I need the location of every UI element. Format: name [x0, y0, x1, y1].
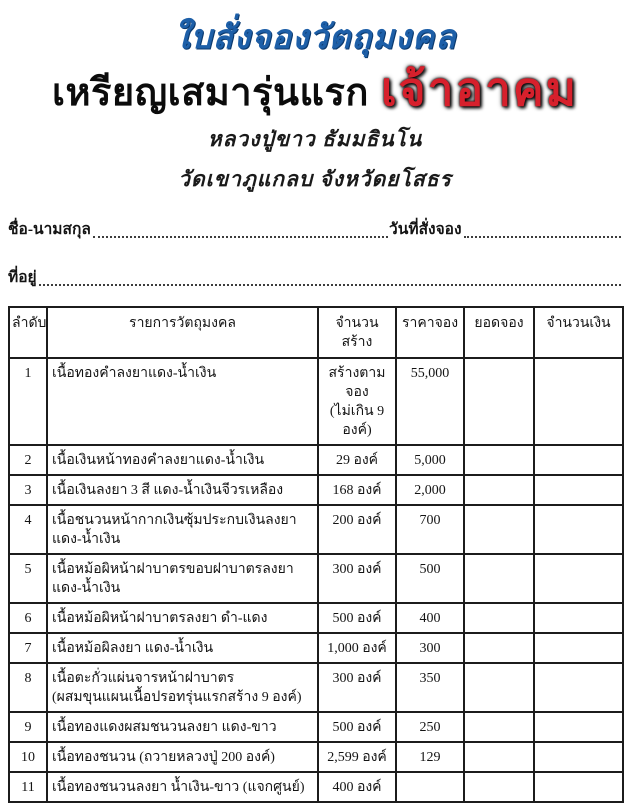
table-row: [9, 445, 623, 475]
address-line: [8, 264, 622, 290]
cell-no: 9: [9, 712, 47, 742]
cell-no: 6: [9, 603, 47, 633]
cell-no: 5: [9, 554, 47, 603]
cell-order: [464, 554, 534, 603]
script-title: ใบสั่งจองวัตถุมงคล: [173, 20, 457, 56]
cell-price: 5,000: [396, 445, 464, 475]
cell-qty: 300 องค์: [318, 663, 396, 712]
temple-line: วัดเขาภูแกลบ จังหวัดยโสธร: [178, 167, 452, 192]
cell-order: [464, 603, 534, 633]
cell-amount: [534, 633, 623, 663]
address-input-line: [39, 284, 621, 286]
cell-order: [464, 445, 534, 475]
cell-amount: [534, 712, 623, 742]
table-row: [9, 603, 623, 633]
cell-qty: 500 องค์: [318, 712, 396, 742]
cell-amount: [534, 505, 623, 554]
table-row: [9, 475, 623, 505]
cell-order: [464, 505, 534, 554]
cell-qty: 400 องค์: [318, 772, 396, 802]
name-input-line: [93, 236, 388, 238]
address-label: ที่อยู่: [8, 269, 37, 287]
cell-order: [464, 633, 534, 663]
cell-qty: 29 องค์: [318, 445, 396, 475]
cell-amount: [534, 663, 623, 712]
cell-item: เนื้อทองชนวน (ถวายหลวงปู่ 200 องค์): [47, 742, 318, 772]
name-label: ชื่อ-นามสกุล: [8, 221, 91, 239]
cell-price: [396, 772, 464, 802]
main-title: [8, 66, 622, 114]
column-header: ยอดจอง: [464, 307, 534, 358]
column-header: จำนวนเงิน: [534, 307, 623, 358]
cell-amount: [534, 445, 623, 475]
cell-qty: 168 องค์: [318, 475, 396, 505]
cell-item: เนื้อหม้อผิหน้าฝาบาตรลงยา ดำ-แดง: [47, 603, 318, 633]
cell-price: 2,000: [396, 475, 464, 505]
cell-price: 250: [396, 712, 464, 742]
table-row: [9, 742, 623, 772]
cell-no: 10: [9, 742, 47, 772]
cell-qty: 2,599 องค์: [318, 742, 396, 772]
cell-amount: [534, 772, 623, 802]
order-date-label: วันที่สั่งจอง: [389, 221, 462, 239]
cell-amount: [534, 554, 623, 603]
cell-qty: 1,000 องค์: [318, 633, 396, 663]
cell-amount: [534, 358, 623, 445]
cell-no: 3: [9, 475, 47, 505]
monk-name-line: หลวงปู่ขาว ธัมมธินโน: [207, 127, 423, 152]
cell-item: เนื้อทองคำลงยาแดง-น้ำเงิน: [47, 358, 318, 445]
table-row: [9, 772, 623, 802]
table-row: [9, 554, 623, 603]
cell-item: เนื้อตะกั่วแผ่นจารหน้าฝาบาตร (ผสมขุนแผนเนื้อปรอทรุ่นแรกสร้าง 9 องค์): [47, 663, 318, 712]
cell-amount: [534, 475, 623, 505]
column-header: ลำดับ: [9, 307, 47, 358]
table-row: [9, 712, 623, 742]
order-table-body: [9, 358, 623, 802]
cell-price: 500: [396, 554, 464, 603]
cell-item: เนื้อหม้อผิหน้าฝาบาตรขอบฝาบาตรลงยา แดง-น้ำเงิน: [47, 554, 318, 603]
cell-no: 11: [9, 772, 47, 802]
cell-order: [464, 663, 534, 712]
table-row: [9, 633, 623, 663]
cell-item: เนื้อทองแดงผสมชนวนลงยา แดง-ขาว: [47, 712, 318, 742]
cell-qty: สร้างตามจอง (ไม่เกิน 9 องค์): [318, 358, 396, 445]
table-header-row: [9, 307, 623, 358]
cell-no: 2: [9, 445, 47, 475]
cell-price: 55,000: [396, 358, 464, 445]
cell-order: [464, 358, 534, 445]
cell-price: 129: [396, 742, 464, 772]
table-row: [9, 663, 623, 712]
table-row: [9, 505, 623, 554]
cell-no: 8: [9, 663, 47, 712]
cell-no: 4: [9, 505, 47, 554]
cell-order: [464, 772, 534, 802]
order-date-input-line: [464, 236, 621, 238]
cell-order: [464, 742, 534, 772]
cell-price: 350: [396, 663, 464, 712]
cell-item: เนื้อเงินหน้าทองคำลงยาแดง-น้ำเงิน: [47, 445, 318, 475]
order-table: [8, 306, 624, 803]
cell-amount: [534, 742, 623, 772]
cell-price: 400: [396, 603, 464, 633]
table-row: [9, 358, 623, 445]
cell-order: [464, 475, 534, 505]
name-date-line: [8, 216, 622, 242]
cell-no: 1: [9, 358, 47, 445]
cell-item: เนื้อทองชนวนลงยา น้ำเงิน-ขาว (แจกศูนย์): [47, 772, 318, 802]
cell-qty: 300 องค์: [318, 554, 396, 603]
cell-item: เนื้อชนวนหน้ากากเงินซุ้มประกบเงินลงยา แดง-น้ำเงิน: [47, 505, 318, 554]
cell-price: 300: [396, 633, 464, 663]
title-red: เจ้าอาคม: [380, 64, 579, 115]
column-header: ราคาจอง: [396, 307, 464, 358]
cell-price: 700: [396, 505, 464, 554]
column-header: จำนวนสร้าง: [318, 307, 396, 358]
title-black: เหรียญเสมารุ่นแรก: [51, 72, 369, 114]
cell-amount: [534, 603, 623, 633]
cell-qty: 200 องค์: [318, 505, 396, 554]
cell-no: 7: [9, 633, 47, 663]
cell-item: เนื้อหม้อผิลงยา แดง-น้ำเงิน: [47, 633, 318, 663]
cell-qty: 500 องค์: [318, 603, 396, 633]
header: [8, 10, 622, 196]
form-section: [8, 216, 622, 290]
column-header: รายการวัตถุมงคล: [47, 307, 318, 358]
cell-order: [464, 712, 534, 742]
cell-item: เนื้อเงินลงยา 3 สี แดง-น้ำเงินจีวรเหลือง: [47, 475, 318, 505]
